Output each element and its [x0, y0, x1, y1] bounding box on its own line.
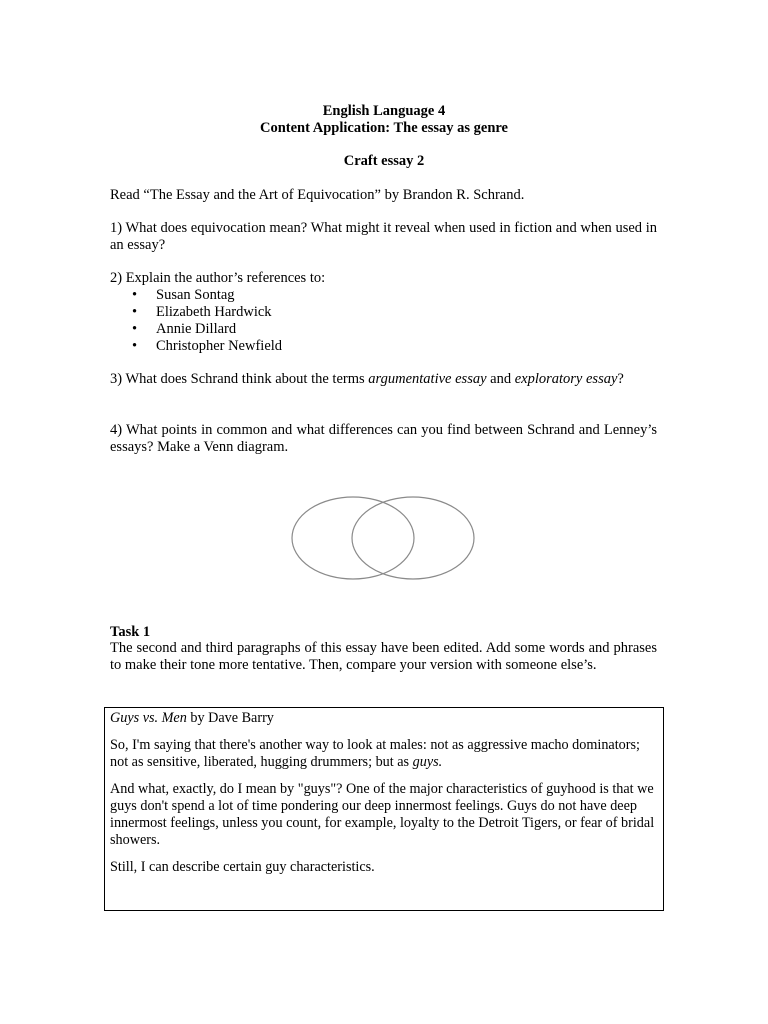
document-subtitle: Content Application: The essay as genre: [260, 120, 508, 136]
list-item: • Susan Sontag: [132, 287, 235, 303]
bullet-icon: •: [132, 338, 138, 354]
list-item: • Annie Dillard: [132, 321, 237, 337]
reference-list: [110, 287, 657, 355]
document-title: English Language 4: [322, 103, 446, 119]
question-2: 2) Explain the author’s references to:: [110, 270, 326, 286]
task-title: Task 1: [110, 624, 151, 640]
excerpt-box: [104, 707, 664, 911]
bullet-icon: •: [132, 287, 138, 303]
excerpt-paragraph-2: And what, exactly, do I mean by "guys"? One of the major characteristics of guyhood is that we guys don't spend a lot of time pondering our deep innermost feelings. Guys do not have deep innermost feelings, unless you count, for example, loyalty to the Detroit Tigers, or fear of bridal showers.: [110, 781, 655, 848]
term-exploratory: exploratory essay: [514, 371, 618, 387]
venn-circle-right: [352, 497, 474, 579]
bullet-icon: •: [132, 304, 138, 320]
question-3: 3) What does Schrand think about the terms argumentative essay and exploratory essay?: [110, 371, 624, 387]
excerpt-title: Guys vs. Men by Dave Barry: [110, 710, 274, 726]
excerpt-text: [110, 710, 656, 886]
term-argumentative: argumentative essay: [368, 371, 487, 387]
list-item: • Elizabeth Hardwick: [132, 304, 272, 320]
bullet-icon: •: [132, 321, 138, 337]
section-heading: Craft essay 2: [343, 153, 425, 169]
question-1: 1) What does equivocation mean? What might it reveal when used in fiction and when used in an essay?: [110, 220, 657, 253]
excerpt-paragraph-1: So, I'm saying that there's another way to look at males: not as aggressive macho dominators; not as sensitive, liberated, hugging drummers; but as guys.: [110, 737, 640, 770]
venn-circle-left: [292, 497, 414, 579]
task-instructions: The second and third paragraphs of this essay have been edited. Add some words and phrases to make their tone more tentative. Then, compare your version with someone else’s.: [110, 640, 657, 673]
reading-instruction: Read “The Essay and the Art of Equivocation” by Brandon R. Schrand.: [110, 187, 525, 203]
question-4: 4) What points in common and what differences can you find between Schrand and Lenney’s essays? Make a Venn diagram.: [110, 422, 657, 455]
venn-diagram: [288, 488, 480, 590]
list-item: • Christopher Newfield: [132, 338, 283, 354]
excerpt-paragraph-3: Still, I can describe certain guy characteristics.: [110, 859, 375, 875]
